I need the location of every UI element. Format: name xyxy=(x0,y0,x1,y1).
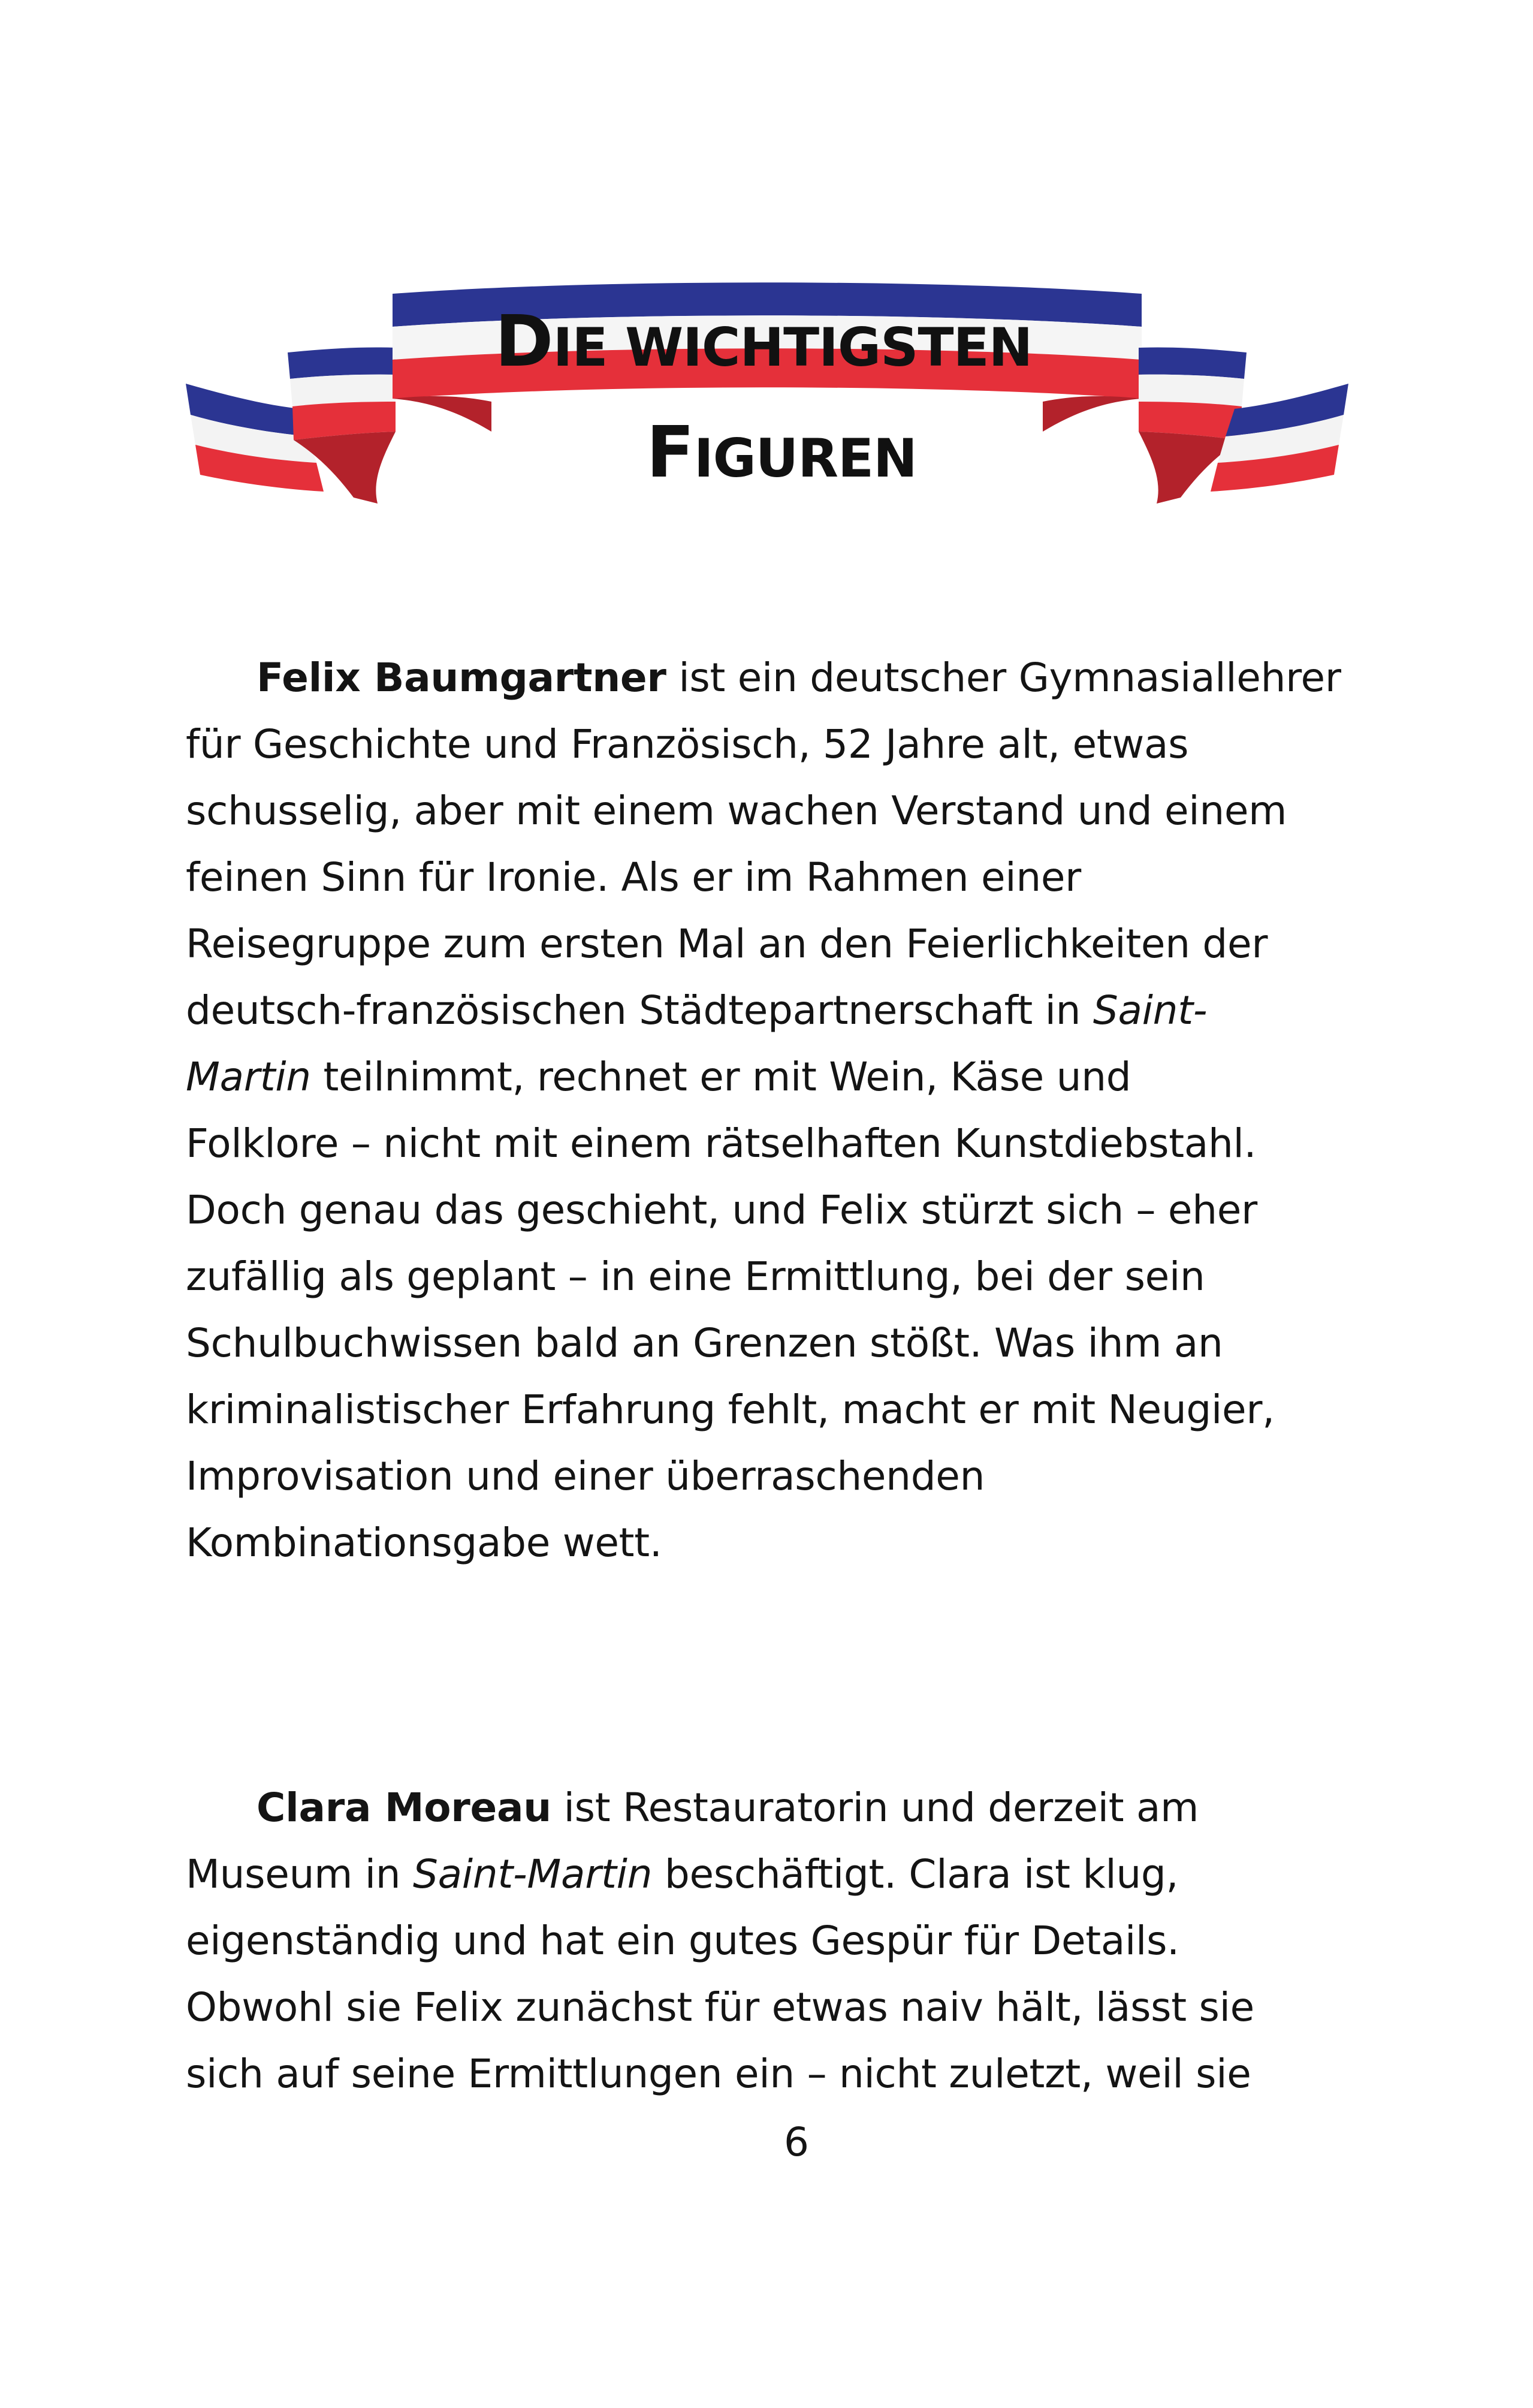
text-line: Obwohl sie Felix zunächst für etwas naiv hält, lässt sie xyxy=(186,1984,1254,2030)
text-line: eigenständig und hat ein gutes Gespür für Details. xyxy=(186,1918,1179,1964)
character-description-felix xyxy=(186,644,1360,1576)
place-name: Saint-Martin xyxy=(413,1851,653,1897)
character-description-clara xyxy=(186,1774,1360,2107)
text-line: Museum in Saint-Martin beschäftigt. Clara ist klug, xyxy=(186,1851,1179,1897)
text-line: Felix Baumgartner ist ein deutscher Gymnasiallehrer xyxy=(256,655,1341,701)
page-number: 6 xyxy=(784,2119,809,2165)
text-line: schusselig, aber mit einem wachen Verstand und einem xyxy=(186,788,1287,834)
place-name: Martin xyxy=(186,1054,311,1100)
character-name: Clara Moreau xyxy=(256,1785,551,1831)
title-line-1-initial: D xyxy=(494,300,553,382)
title-line-1-rest: IE WICHTIGSTEN xyxy=(553,317,1033,378)
chapter-title-line-1 xyxy=(0,300,1530,382)
text-line: kriminalistischer Erfahrung fehlt, macht er mit Neugier, xyxy=(186,1387,1275,1433)
text-line: zufällig als geplant – in eine Ermittlung, bei der sein xyxy=(186,1253,1205,1300)
title-line-2-rest: IGUREN xyxy=(693,427,917,489)
text-line: sich auf seine Ermittlungen ein – nicht zuletzt, weil sie xyxy=(186,2051,1251,2097)
text-line: Martin teilnimmt, rechnet er mit Wein, Käse und xyxy=(186,1054,1131,1100)
text-line: Kombinationsgabe wett. xyxy=(186,1520,662,1566)
text-line: feinen Sinn für Ironie. Als er im Rahmen einer xyxy=(186,854,1082,900)
text-line: Schulbuchwissen bald an Grenzen stößt. Was ihm an xyxy=(186,1320,1223,1366)
text-line: für Geschichte und Französisch, 52 Jahre alt, etwas xyxy=(186,721,1189,767)
character-name: Felix Baumgartner xyxy=(256,655,666,701)
text-line: Reisegruppe zum ersten Mal an den Feierlichkeiten der xyxy=(186,921,1268,967)
place-name: Saint- xyxy=(1093,987,1208,1033)
title-line-2-initial: F xyxy=(646,411,694,493)
text-line: Improvisation und einer überraschenden xyxy=(186,1453,985,1499)
chapter-title-line-2 xyxy=(15,411,1533,493)
text-line: Clara Moreau ist Restauratorin und derzeit am xyxy=(256,1785,1199,1831)
text-line: Doch genau das geschieht, und Felix stürzt sich – eher xyxy=(186,1187,1257,1233)
text-line: Folklore – nicht mit einem rätselhaften Kunstdiebstahl. xyxy=(186,1120,1257,1167)
text-line: deutsch-französischen Städtepartnerschaft in Saint- xyxy=(186,987,1208,1033)
